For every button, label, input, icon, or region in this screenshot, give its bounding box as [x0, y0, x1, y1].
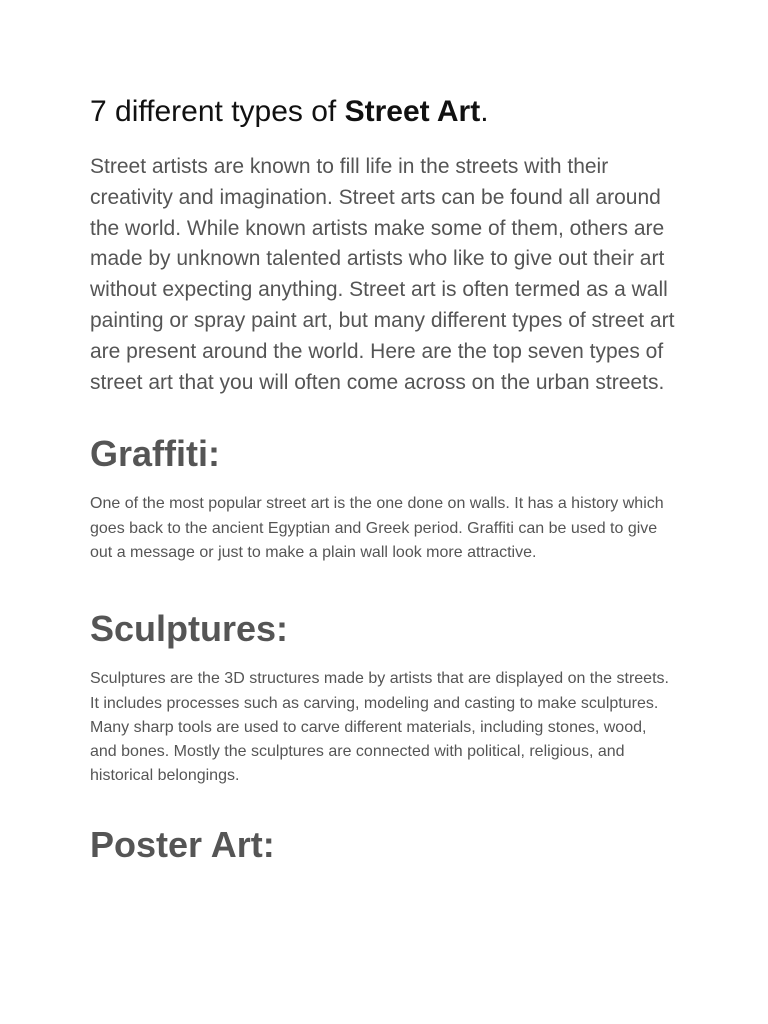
- graffiti-heading: Graffiti:: [90, 433, 220, 475]
- title-suffix: .: [480, 95, 489, 128]
- sculptures-heading: Sculptures:: [90, 608, 289, 650]
- title-prefix: 7 different types of: [90, 95, 345, 128]
- document-title: [90, 90, 690, 134]
- title-emphasis: Street Art: [344, 95, 481, 128]
- intro-paragraph: Street artists are known to fill life in the streets with their creativity and imagination. Street arts can be found all around the world. While known artists make some of them, others are made by unknown talented artists who like to give out their art without expecting anything. Street art is often termed as a wall painting or spray paint art, but many different types of street art are present around the world. Here are the top seven types of street art that you will often come across on the urban streets.: [90, 155, 675, 394]
- graffiti-paragraph: One of the most popular street art is the one done on walls. It has a history which goes back to the ancient Egyptian and Greek period. Graffiti can be used to give out a message or just to make a plain wall look more attractive.: [90, 495, 664, 561]
- poster-art-heading: Poster Art:: [90, 823, 275, 865]
- document-page: [90, 90, 690, 867]
- sculptures-paragraph: Sculptures are the 3D structures made by artists that are displayed on the streets. It includes processes such as carving, modeling and casting to make sculptures. Many sharp tools are used to carve different materials, including stones, wood, and bones. Mostly the sculptures are connected with political, religious, and historical belongings.: [90, 670, 669, 785]
